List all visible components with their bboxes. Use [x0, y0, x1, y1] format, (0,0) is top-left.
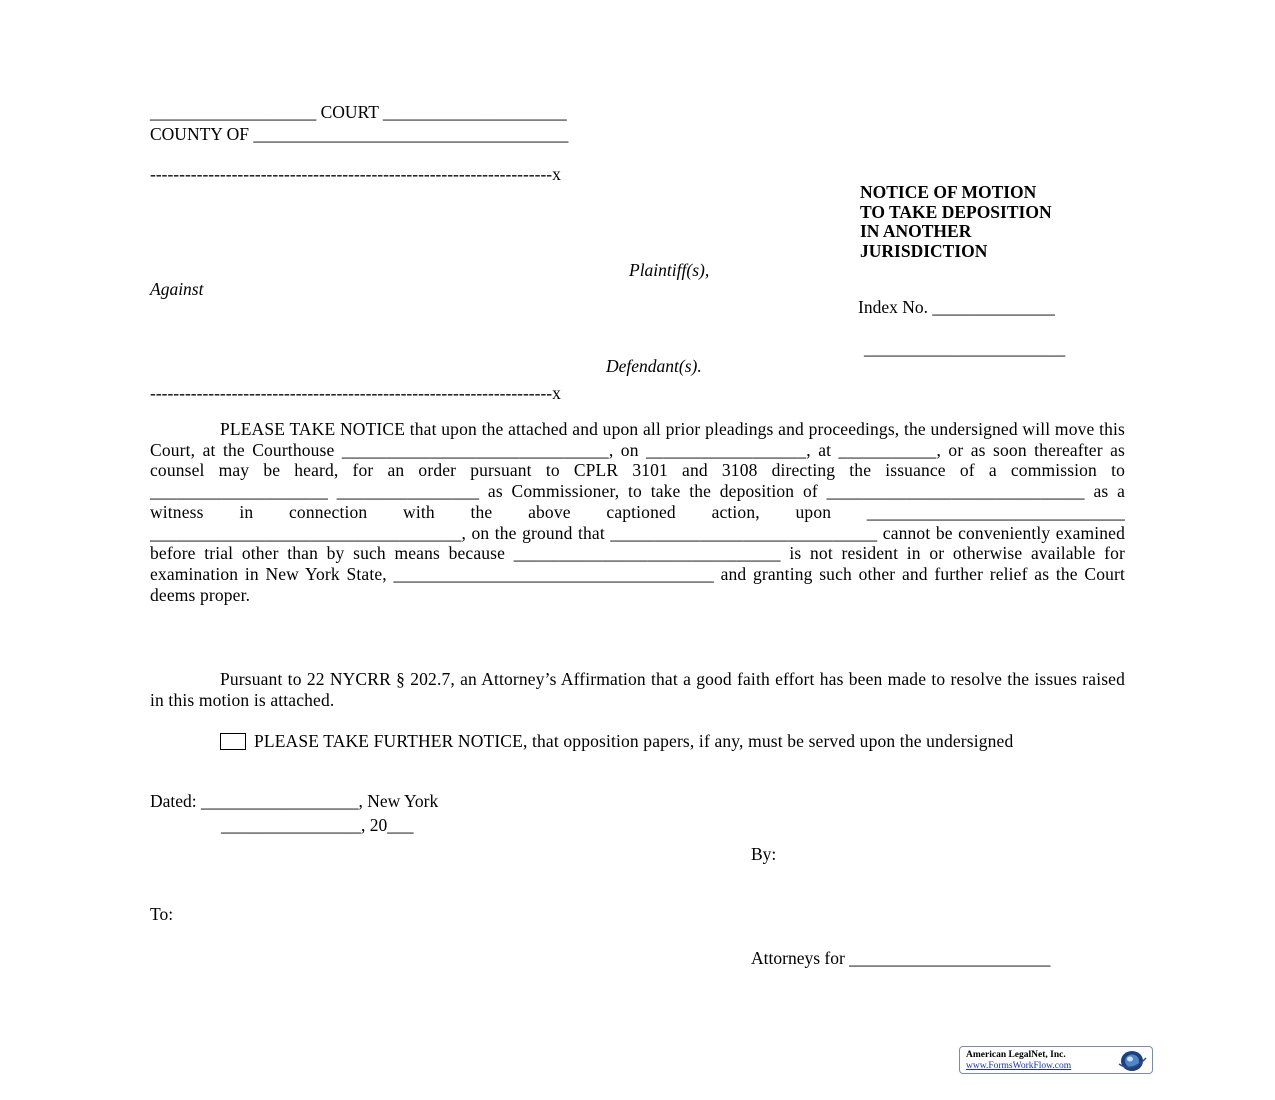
title-line-2: TO TAKE DEPOSITION	[860, 201, 1052, 222]
affirmation-paragraph	[150, 669, 1125, 710]
logo-url-link[interactable]: www.FormsWorkFlow.com	[966, 1061, 1072, 1071]
document-title	[860, 183, 1052, 261]
title-line-3: IN ANOTHER	[860, 221, 972, 241]
defendant-label: Defendant(s).	[606, 356, 702, 376]
plaintiff-label: Plaintiff(s),	[629, 260, 710, 280]
caption-divider-bottom: ---------------------------------------------------------------------x	[150, 383, 561, 403]
county-line: COUNTY OF ____________________________________	[150, 124, 569, 144]
globe-icon	[1115, 1049, 1149, 1073]
attorneys-for-line: Attorneys for _______________________	[751, 948, 1051, 968]
further-notice-text: PLEASE TAKE FURTHER NOTICE, that opposition papers, if any, must be served upon the undersigned	[254, 731, 1014, 751]
against-label: Against	[150, 279, 204, 299]
title-line-1: NOTICE OF MOTION	[860, 182, 1037, 202]
logo-company-name: American LegalNet, Inc.	[966, 1050, 1066, 1060]
further-notice-checkbox[interactable]	[220, 733, 246, 750]
affirmation-paragraph-text: Pursuant to 22 NYCRR § 202.7, an Attorney’s Affirmation that a good faith effort has been made to resolve the issues raised in this motion is attached.	[150, 669, 1125, 710]
notice-paragraph	[150, 419, 1125, 605]
index-blank-field[interactable]: _______________________	[864, 338, 1066, 358]
date-line: ________________, 20___	[221, 815, 414, 835]
court-line: ___________________ COURT _____________________	[150, 102, 567, 122]
title-line-4: JURISDICTION	[860, 240, 988, 261]
notice-paragraph-text: PLEASE TAKE NOTICE that upon the attached and upon all prior pleadings and proceedings, the undersigned will move this Court, at the Courthouse ______________________________, on __________________, at ___________, or as soon thereafter as counsel may be heard, for an order pursuant to CPLR 3101 and 3108 directing the issuance of a commission to ____________________ ________________ as Commissioner, to take the deposition of _____________________________ as a witness in connection with the above captioned action, upon _____________________________ ___________________________________, on the ground that ______________________________ cannot be conveniently examined before trial other than by such means because ______________________________ is not resident in or otherwise available for examination in New York State, ____________________________________ and granting such other and further relief as the Court deems proper.	[150, 419, 1125, 605]
to-label: To:	[150, 904, 174, 924]
by-label: By:	[751, 844, 777, 864]
americanlegalnet-logo[interactable]	[959, 1046, 1153, 1074]
caption-divider-top: ---------------------------------------------------------------------x	[150, 164, 561, 184]
dated-line: Dated: __________________, New York	[150, 791, 439, 811]
index-number-field[interactable]: Index No. ______________	[858, 297, 1055, 317]
further-notice-paragraph	[150, 731, 1125, 752]
